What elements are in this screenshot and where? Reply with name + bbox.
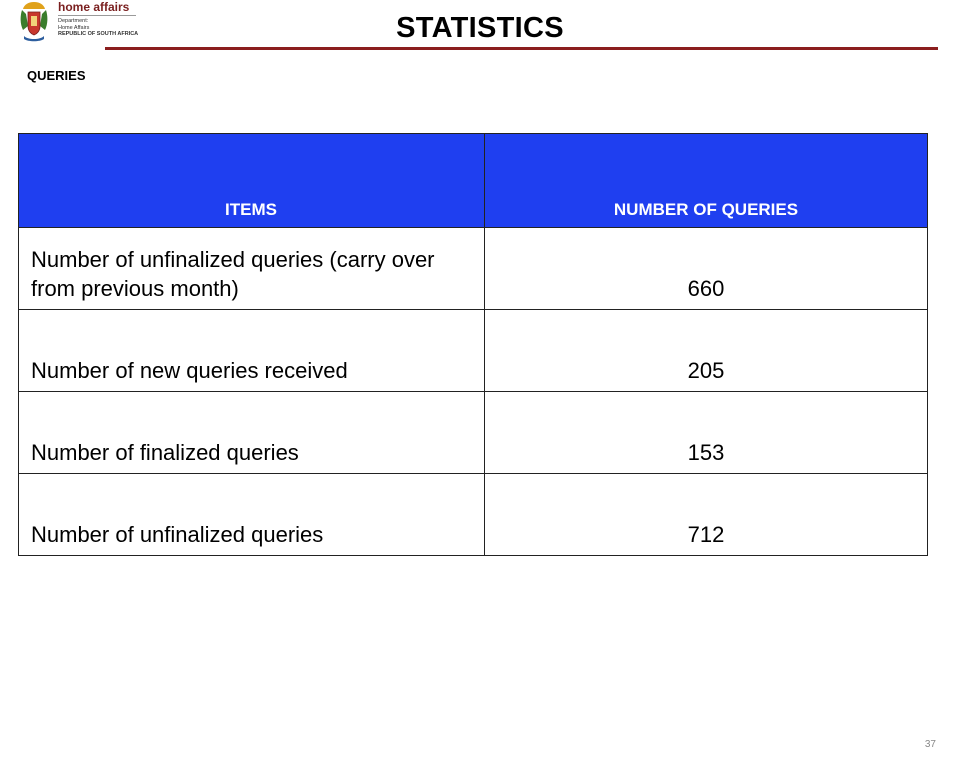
logo-home-affairs-line: Home Affairs [58,24,90,31]
row-value: 712 [485,474,928,556]
row-item-label: Number of unfinalized queries [19,474,485,556]
page-number: 37 [924,739,936,750]
table-row [19,392,928,474]
logo-republic-line: REPUBLIC OF SOUTH AFRICA [58,31,139,37]
table-row [19,310,928,392]
row-item-label: Number of finalized queries [19,392,485,474]
row-value: 660 [485,228,928,310]
row-value: 205 [485,310,928,392]
row-item-label: Number of new queries received [19,310,485,392]
logo-department-line: Department: [58,18,89,24]
table-row [19,228,928,310]
page-title: STATISTICS [396,12,564,44]
title-divider [105,47,938,50]
section-subtitle: QUERIES [27,68,86,83]
row-value: 153 [485,392,928,474]
row-item-label: Number of unfinalized queries (carry over from previous month) [19,228,485,310]
queries-table [18,133,928,556]
logo-brand-text: home affairs [58,0,130,14]
table-header-row [19,134,928,228]
column-header-number-of-queries: NUMBER OF QUERIES [485,134,928,228]
column-header-items: ITEMS [19,134,485,228]
table-row [19,474,928,556]
